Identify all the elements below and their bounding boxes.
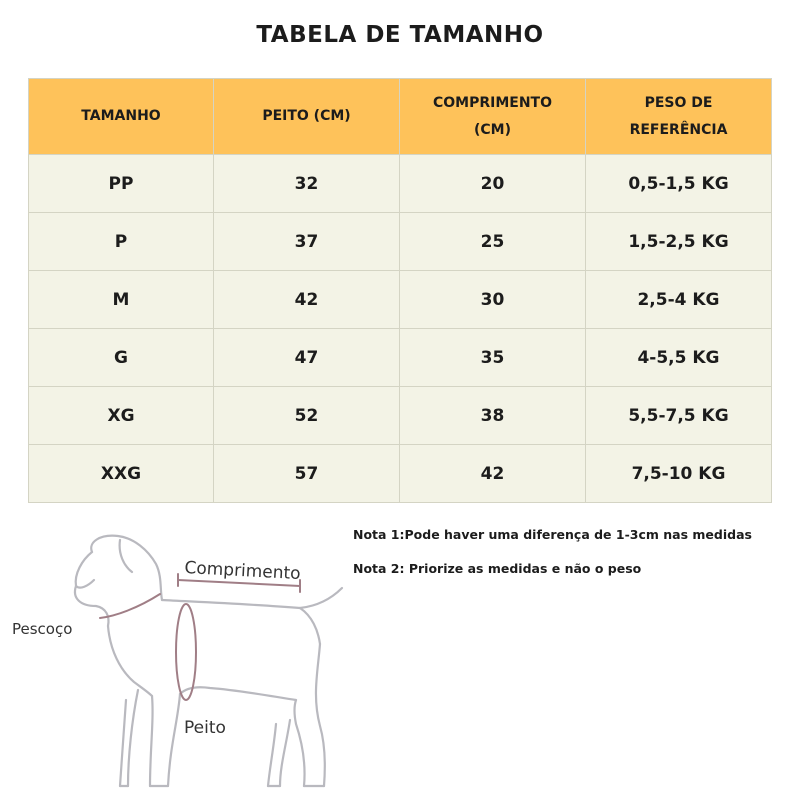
dog-measurement-diagram <box>0 520 360 800</box>
header-tamanho <box>29 79 214 155</box>
cell-weight: 2,5-4 KG <box>586 271 772 329</box>
cell-weight: 5,5-7,5 KG <box>586 387 772 445</box>
cell-size: M <box>29 271 214 329</box>
note-2: Nota 2: Priorize as medidas e não o peso <box>353 561 642 576</box>
cell-length: 30 <box>400 271 586 329</box>
table-row <box>29 213 772 271</box>
header-line: PEITO (CM) <box>262 108 351 124</box>
table-row <box>29 329 772 387</box>
notes <box>353 518 793 586</box>
header-comprimento <box>400 79 586 155</box>
cell-size: G <box>29 329 214 387</box>
page-title: TABELA DE TAMANHO <box>256 22 544 48</box>
cell-size: PP <box>29 155 214 213</box>
chest-label: Peito <box>184 718 226 738</box>
size-table <box>28 78 772 503</box>
cell-chest: 42 <box>214 271 400 329</box>
cell-weight: 0,5-1,5 KG <box>586 155 772 213</box>
cell-length: 42 <box>400 445 586 503</box>
header-peso <box>586 79 772 155</box>
header-line: REFERÊNCIA <box>629 121 728 138</box>
table-row <box>29 155 772 213</box>
cell-size: P <box>29 213 214 271</box>
cell-length: 25 <box>400 213 586 271</box>
cell-size: XXG <box>29 445 214 503</box>
table-header-row <box>29 79 772 155</box>
cell-size: XG <box>29 387 214 445</box>
header-line: PESO DE <box>644 94 713 111</box>
cell-chest: 32 <box>214 155 400 213</box>
table-row <box>29 271 772 329</box>
cell-length: 38 <box>400 387 586 445</box>
header-line: TAMANHO <box>81 108 161 124</box>
note-1: Nota 1:Pode haver uma diferença de 1-3cm nas medidas <box>353 527 752 542</box>
cell-length: 35 <box>400 329 586 387</box>
cell-chest: 57 <box>214 445 400 503</box>
cell-weight: 1,5-2,5 KG <box>586 213 772 271</box>
cell-chest: 47 <box>214 329 400 387</box>
length-label: Comprimento <box>184 558 302 585</box>
dog-outline-icon <box>0 520 360 800</box>
cell-chest: 52 <box>214 387 400 445</box>
cell-weight: 4-5,5 KG <box>586 329 772 387</box>
neck-measure-line <box>100 594 160 618</box>
cell-length: 20 <box>400 155 586 213</box>
table-row <box>29 387 772 445</box>
table-row <box>29 445 772 503</box>
cell-chest: 37 <box>214 213 400 271</box>
cell-weight: 7,5-10 KG <box>586 445 772 503</box>
header-peito <box>214 79 400 155</box>
neck-label: Pescoço <box>12 620 73 638</box>
chest-measure-ellipse <box>176 604 196 700</box>
header-line: COMPRIMENTO <box>432 94 553 111</box>
header-line: (CM) <box>473 121 511 138</box>
